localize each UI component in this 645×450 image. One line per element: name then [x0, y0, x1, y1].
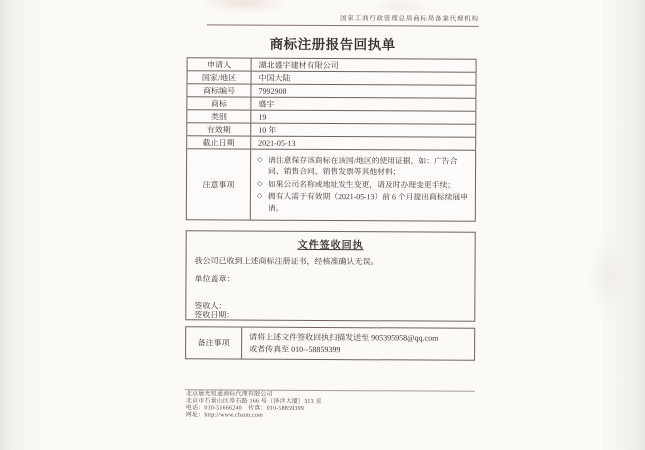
footer-website: 网址：http://www.chstm.com [185, 412, 263, 419]
note-item [257, 155, 471, 179]
footer [186, 391, 322, 420]
note-text: 拥有人需于有效期（2021-05-13）前 6 个月提出商标续展申请。 [267, 191, 469, 213]
row-value: 盛宇 [258, 99, 275, 109]
row-value: 19 [258, 112, 267, 122]
document-title: 商标注册报告回执单 [269, 36, 396, 53]
footer-phone-fax: 电话：010-51666240 传真：010-58859399 [185, 405, 305, 412]
row-label: 类别 [187, 110, 251, 122]
footer-company: 北京晨光旭通商标代理有限公司 [185, 391, 273, 398]
remarks-label: 备注事项 [186, 327, 242, 358]
remarks-content [242, 328, 474, 360]
row-label: 商标编号 [187, 84, 251, 96]
note-item [257, 178, 471, 191]
signer-label: 签收人： [194, 301, 227, 311]
row-label: 有效期 [187, 123, 251, 135]
footer-address: 北京市石景山区阜石路 166 号（泽洋大厦）313 室 [185, 398, 322, 405]
row-value: 10 年 [258, 125, 277, 135]
scan-smudge-icon [373, 0, 429, 12]
row-value: 中国大陆 [258, 73, 291, 83]
row-label: 商标 [187, 97, 251, 109]
row-value: 2021-05-13 [258, 138, 296, 148]
tagline-rule [207, 24, 479, 26]
remarks-table [185, 326, 475, 361]
row-label: 国家/地区 [188, 71, 252, 83]
row-value: 7992908 [258, 86, 287, 96]
row-label: 申请人 [188, 58, 252, 70]
diamond-bullet-icon: ◇ [256, 191, 263, 200]
scan-smudge-icon [199, 0, 289, 12]
note-text: 如果公司名称或地址发生变更，请及时办理变更手续； [267, 179, 456, 190]
note-item [257, 191, 471, 215]
note-text: 请注意保存该商标在该国/地区的使用证据，如：广告合同、销售合同、销售发票等其他材料； [268, 155, 458, 177]
diamond-bullet-icon: ◇ [257, 155, 263, 164]
row-value: 湖北盛宇建材有限公司 [258, 60, 339, 70]
receipt-title: 文件签收回执 [297, 239, 364, 252]
receipt-box [185, 230, 475, 322]
scan-smudge-icon [587, 231, 627, 321]
receipt-statement: 我公司已收到上述商标注册证书，经核准确认无误。 [194, 256, 379, 267]
diamond-bullet-icon: ◇ [256, 179, 263, 188]
notes-content [251, 150, 475, 221]
row-label: 截止日期 [187, 136, 251, 148]
remarks-line-1: 请将上述文件签收回执扫描发送至 905395958@qq.com [249, 332, 439, 343]
remarks-line-2: 或者传真至 010--58859399 [249, 344, 341, 355]
info-table [186, 57, 477, 222]
row-label: 注意事项 [187, 149, 251, 219]
table-row-notes [187, 149, 475, 221]
agency-tagline: 国家工商行政管理总局商标局备案代理机构 [340, 15, 479, 23]
stamp-label: 单位盖章： [194, 274, 235, 284]
sign-date-label: 签收日期： [194, 310, 235, 320]
